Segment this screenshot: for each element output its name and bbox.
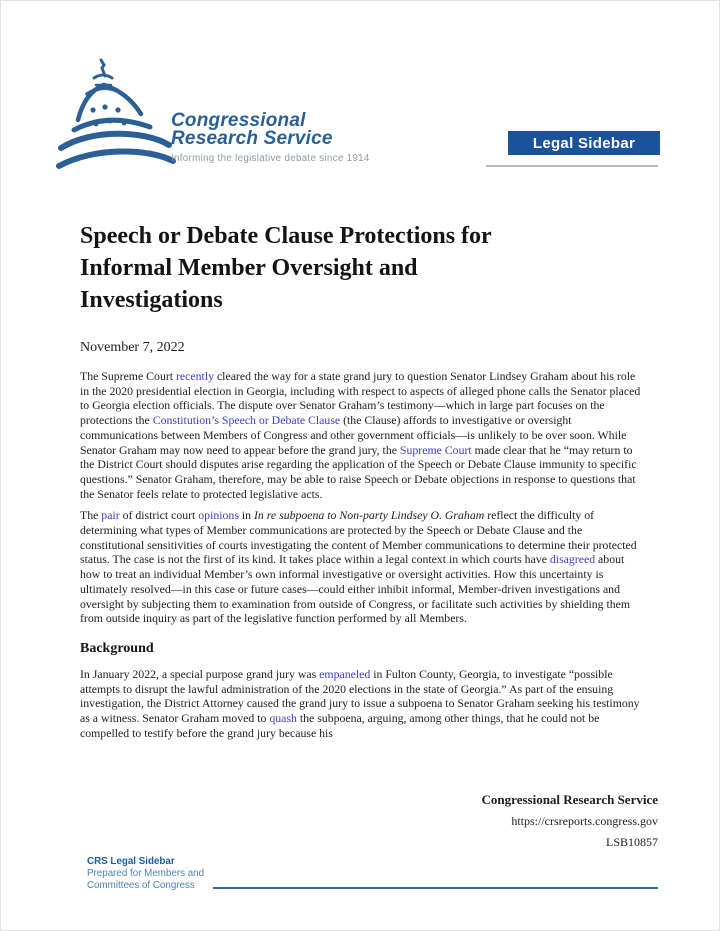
text-run: (the Clause) affords to investigative or oversight communications between Members of Congress and other government officials—is unlikely to be over soon. While Senator Graham may now need to appear before the grand jury, the — [80, 413, 627, 457]
inline-link[interactable]: Constitution’s Speech or Debate Clause — [152, 413, 341, 428]
text-run: of district court — [119, 508, 199, 523]
crs-logo-text — [171, 112, 370, 164]
section-heading-background: Background — [80, 640, 154, 656]
inline-link[interactable]: disagreed — [549, 552, 596, 567]
footer-left-block — [87, 856, 204, 891]
text-run: In January 2022, a special purpose grand jury was — [80, 666, 320, 681]
paragraph-case-overview — [80, 508, 644, 626]
inline-link[interactable]: quash — [269, 711, 297, 726]
crs-tagline: Informing the legislative debate since 1914 — [171, 153, 370, 164]
footer-report-url[interactable]: https://crsreports.congress.gov — [511, 814, 658, 828]
legal-sidebar-badge: Legal Sidebar — [508, 131, 660, 155]
publication-date: November 7, 2022 — [80, 340, 185, 355]
crs-org-name-line2: Research Service — [171, 128, 333, 149]
text-run: cleared the way for a state grand jury to question Senator Lindsey Graham about his role in the 2020 presidential election in Georgia, including with respect to aspects of alleged phone calls the Senator placed to Georgia election officials. The dispute over Senator Graham’s testimony—which in large part focuses on the protections the — [80, 369, 641, 428]
paragraph-background — [80, 667, 644, 741]
inline-link[interactable]: recently — [176, 369, 214, 383]
footer-divider — [213, 887, 658, 889]
page-title-line: Speech or Debate Clause Protections for — [80, 223, 492, 249]
footer-right-block — [482, 792, 658, 850]
text-run: The — [80, 508, 102, 523]
footer-audience-line1: Prepared for Members and — [87, 867, 205, 879]
header-divider — [486, 165, 658, 167]
page-title-line: Investigations — [80, 287, 223, 313]
text-run: reflect the difficulty of determining what types of Member communications are protected by the Speech or Debate Clause and the constitutional sensitivities of courts investigating the content of Member communications to determine their protected status. The case is not the first of its kind. It takes place within a legal context in which courts have — [80, 508, 637, 567]
text-run: about how to treat an individual Member’s own informal investigative or oversight activities. How this uncertainty is ultimately resolved—in this case or future cases—could either inhibit informal, Member-driven investigations and oversight by subjecting them to examination from outside of Congress, or facilitate such activities by shielding them from outside inquiry as part of the legislative function performed by all Members. — [80, 552, 631, 626]
footer-product-name: CRS Legal Sidebar — [87, 856, 175, 867]
footer-doc-id: LSB10857 — [605, 835, 658, 849]
text-run: in Fulton County, Georgia, to investigate “possible attempts to disrupt the lawful administration of the 2020 elections in the state of Georgia.” As part of the ensuing investigation, the District Attorney caused the grand jury to issue a subpoena to Senator Graham seeking his testimony as a witness. Senator Graham moved to — [80, 666, 640, 726]
text-run: The Supreme Court — [80, 369, 176, 383]
paragraph-intro — [80, 369, 644, 501]
inline-link[interactable]: empaneled — [319, 666, 371, 681]
text-run: in — [238, 508, 254, 523]
case-citation: In re subpoena to Non-party Lindsey O. Graham — [254, 508, 485, 523]
crs-org-name-line1: Congressional — [171, 110, 306, 131]
text-run: made clear that he “may return to the District Court should disputes arise regarding the application of the Speech or Debate Clause immunity to specific questions.” Senator Graham, therefore, may be able to raise Speech or Debate objections in response to questions that the Senator feels relate to protected legislative acts. — [80, 442, 637, 501]
article-body — [80, 220, 644, 747]
footer-audience-line2: Committees of Congress — [87, 879, 195, 891]
inline-link[interactable]: pair — [101, 508, 120, 523]
inline-link[interactable]: opinions — [198, 508, 239, 523]
page-title-line: Informal Member Oversight and — [80, 255, 418, 281]
footer-org-name: Congressional Research Service — [481, 792, 658, 807]
capitol-dome-icon — [56, 54, 176, 182]
text-run: the subpoena, arguing, among other things, that he could not be compelled to testify before the grand jury because his — [80, 711, 600, 740]
inline-link[interactable]: Supreme Court — [399, 442, 472, 457]
